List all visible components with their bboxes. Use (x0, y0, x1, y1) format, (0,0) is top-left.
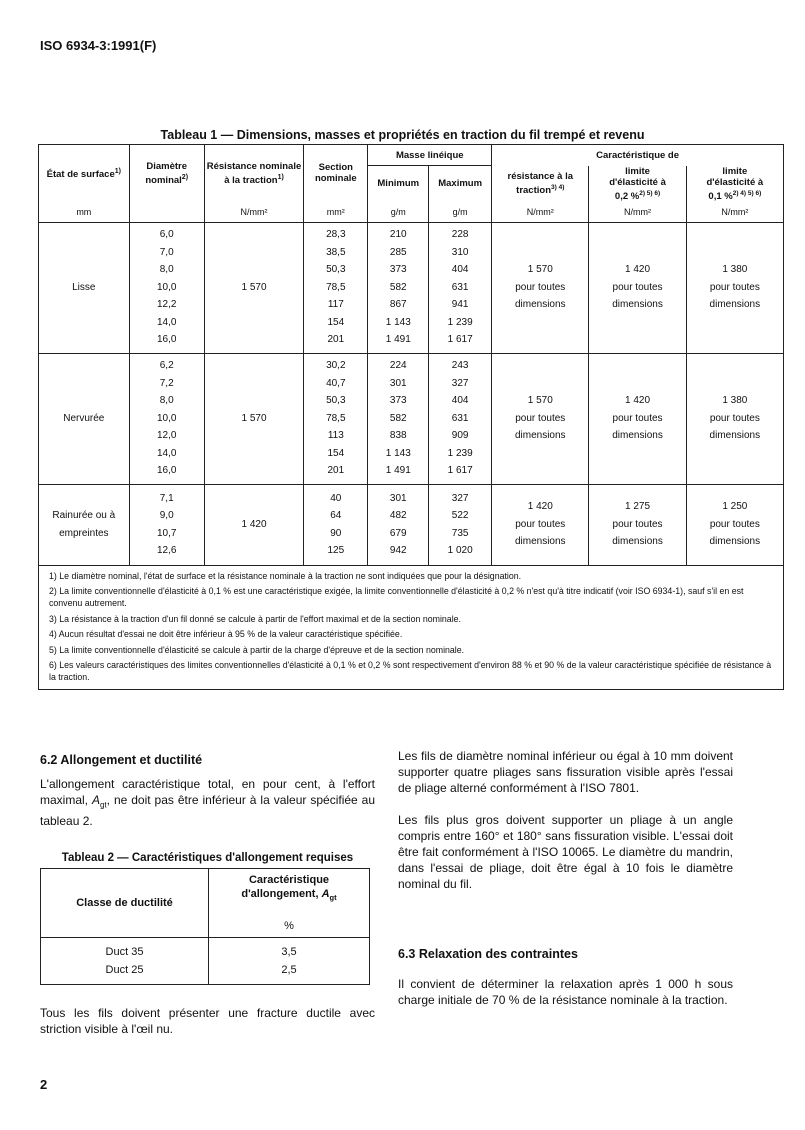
section-6-2-paragraph-2: Tous les fils doivent présenter une fracture ductile avec striction visible à l'œil nu. (40, 1006, 375, 1037)
surface-cell: Lisse (39, 222, 130, 353)
ductility-class-cell: Duct 35 Duct 25 (41, 938, 209, 985)
surface-cell: Rainurée ou à empreintes (39, 484, 130, 565)
section-cell: 28,3 38,5 50,3 78,5 117 154 201 (304, 222, 368, 353)
col-header-surface: État de surface$^{1)}$ (39, 145, 130, 202)
section-6-2-heading: 6.2 Allongement et ductilité (40, 753, 203, 767)
col-header-limite-02: limite d'élasticité à 0,2 %$^{2) 5) 6)}$ (589, 166, 686, 202)
footnotes-row (39, 565, 784, 690)
col-header-section: Section nominale (304, 145, 368, 202)
footnote: 1) Le diamètre nominal, l'état de surface et la résistance nominale à la traction ne sont indiquées que pour la désignation. (49, 570, 522, 581)
max-cell: 327 522 735 1 020 (429, 484, 492, 565)
col-header-resistance-traction: résistance à la traction$^{3) 4)}$ (492, 166, 589, 202)
footnote: 5) La limite conventionnelle d'élasticité se calcule à partir de la charge d'épreuve et de la section nominale. (49, 644, 465, 655)
min-cell: 210 285 373 582 867 1 143 1 491 (368, 222, 429, 353)
section-6-2-paragraph: L'allongement caractéristique total, en pour cent, à l'effort maximal, $A_{gt}$, ne doit pas être inférieur à la valeur spécifiée au tableau 2. (40, 777, 376, 829)
section-6-3-heading: 6.3 Relaxation des contraintes (398, 947, 578, 961)
footnote: 4) Aucun résultat d'essai ne doit être inférieur à 95 % de la valeur caractéristique spécifiée. (49, 629, 403, 640)
table-row-rainuree (39, 484, 784, 565)
resistance-cell: 1 420 (204, 484, 303, 565)
section-6-3-paragraph: Il convient de déterminer la relaxation après 1 000 h sous charge initiale de 70 % de la résistance nominale à la traction. (398, 977, 733, 1007)
units-row (39, 202, 784, 223)
left-column (40, 752, 375, 1037)
carac-limite-01-cell: 1 250 pour toutes dimensions (686, 484, 783, 565)
unit-cell: mm² (304, 202, 368, 223)
col-header-caracteristique: Caractéristique de (492, 145, 784, 166)
col-header-diametre: Diamètre nominal$^{2)}$ (129, 145, 204, 202)
diametre-cell: 6,0 7,0 8,0 10,0 12,2 14,0 16,0 (129, 222, 204, 353)
max-cell: 243 327 404 631 909 1 239 1 617 (429, 353, 492, 484)
section-cell: 30,2 40,7 50,3 78,5 113 154 201 (304, 353, 368, 484)
document-header: ISO 6934-3:1991(F) (40, 38, 157, 53)
resistance-cell: 1 570 (204, 222, 303, 353)
table-row-lisse (39, 222, 784, 353)
table-row (41, 938, 370, 985)
section-cell: 40 64 90 125 (304, 484, 368, 565)
col-header-limite-01: limite d'élasticité à 0,1 %$^{2) 4) 5) 6)}$ (686, 166, 783, 202)
min-cell: 224 301 373 582 838 1 143 1 491 (368, 353, 429, 484)
table2 (40, 868, 370, 985)
right-column (398, 748, 733, 1008)
footnote: 2) La limite conventionnelle d'élasticité à 0,1 % est une caractéristique exigée, la limite conventionnelle d'élasticité à 0,2 % n'est qu'à titre indicatif (voir ISO 6934-1), sauf s'il en est convenu autrement. (49, 586, 744, 609)
diametre-cell: 6,2 7,2 8,0 10,0 12,0 14,0 16,0 (129, 353, 204, 484)
table-row-nervuree (39, 353, 784, 484)
diametre-cell: 7,1 9,0 10,7 12,6 (129, 484, 204, 565)
table1-caption: Tableau 1 — Dimensions, masses et propriétés en traction du fil trempé et revenu (160, 128, 645, 142)
right-paragraph-1: Les fils de diamètre nominal inférieur ou égal à 10 mm doivent supporter quatre pliages sans fissuration visible après l'essai de pliage alterné conformément à l'ISO 7801. (398, 749, 733, 795)
carac-resistance-cell: 1 570 pour toutes dimensions (492, 222, 589, 353)
carac-limite-01-cell: 1 380 pour toutes dimensions (686, 353, 783, 484)
surface-cell: Nervurée (39, 353, 130, 484)
col-header-classe: Classe de ductilité (41, 869, 209, 938)
unit-cell (129, 202, 204, 223)
carac-limite-02-cell: 1 275 pour toutes dimensions (589, 484, 686, 565)
footnote: 6) Les valeurs caractéristiques des limites conventionnelles d'élasticité à 0,1 % et 0,2 % sont respectivement d'environ 88 % et 90 % de la valeur caractéristique spécifiée de résistance à la traction. (49, 660, 772, 683)
unit-cell: g/m (429, 202, 492, 223)
table1 (38, 144, 784, 690)
table2-caption: Tableau 2 — Caractéristiques d'allongement requises (61, 852, 354, 865)
unit-cell: N/mm² (686, 202, 783, 223)
unit-cell: N/mm² (204, 202, 303, 223)
col-header-minimum: Minimum (368, 166, 429, 202)
allongement-value-cell: 3,5 2,5 (209, 938, 370, 985)
page-number: 2 (40, 1077, 48, 1092)
col-header-resistance: Résistance nominale à la traction$^{1)}$ (204, 145, 303, 202)
max-cell: 228 310 404 631 941 1 239 1 617 (429, 222, 492, 353)
col-header-masse: Masse linéique (368, 145, 492, 166)
unit-cell: mm (39, 202, 130, 223)
carac-limite-01-cell: 1 380 pour toutes dimensions (686, 222, 783, 353)
carac-resistance-cell: 1 570 pour toutes dimensions (492, 353, 589, 484)
footnotes-cell (39, 565, 784, 690)
col-header-maximum: Maximum (429, 166, 492, 202)
min-cell: 301 482 679 942 (368, 484, 429, 565)
carac-limite-02-cell: 1 420 pour toutes dimensions (589, 353, 686, 484)
col-header-allongement: Caractéristique d'allongement, $A_{gt}$ % (209, 869, 370, 938)
resistance-cell: 1 570 (204, 353, 303, 484)
carac-resistance-cell: 1 420 pour toutes dimensions (492, 484, 589, 565)
right-paragraph-2: Les fils plus gros doivent supporter un pliage à un angle compris entre 160° et 180° sans fissuration visible. L'essai doit être fait conformément à l'ISO 10065. Le diamètre du mandrin, dans l'essai de pliage, doit être égal à 10 fois le diamètre nominal du fil. (398, 813, 733, 891)
unit-cell: g/m (368, 202, 429, 223)
unit-cell: N/mm² (589, 202, 686, 223)
unit-cell: N/mm² (492, 202, 589, 223)
footnote: 3) La résistance à la traction d'un fil donné se calcule à partir de l'effort maximal et de la section nominale. (49, 613, 461, 624)
carac-limite-02-cell: 1 420 pour toutes dimensions (589, 222, 686, 353)
